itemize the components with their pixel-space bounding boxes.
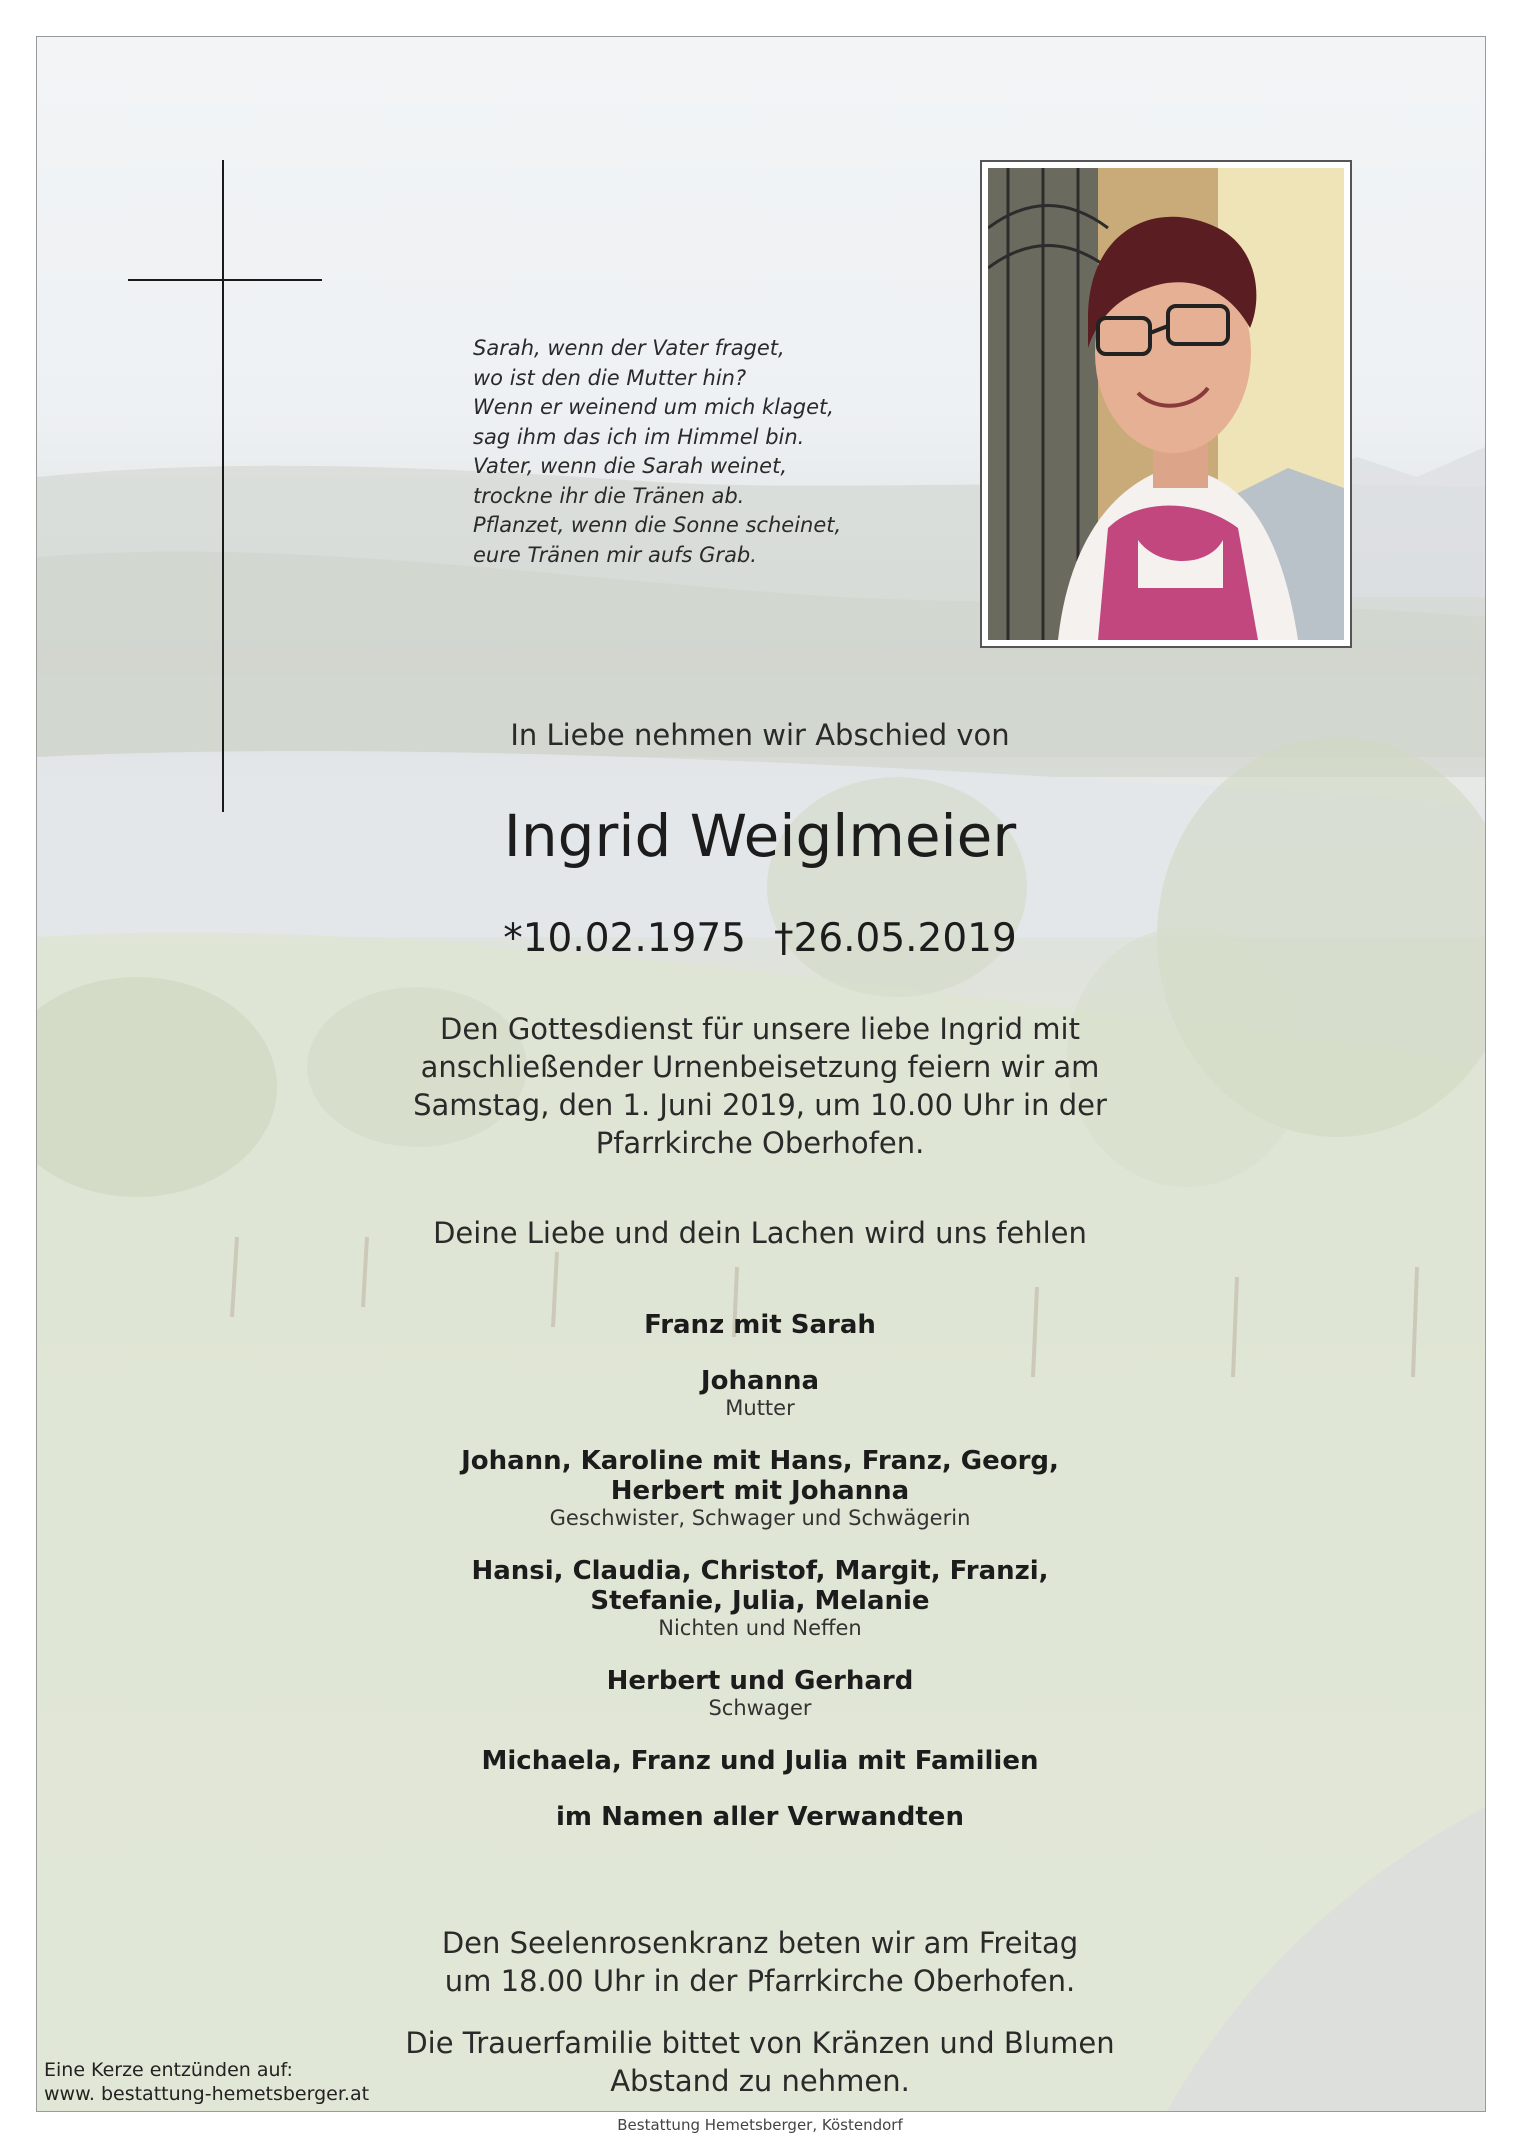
mourners-list [0,1310,1520,1858]
mourner-names: Hansi, Claudia, Christof, Margit, Franzi, [471,1556,1049,1586]
mourner-group [0,1666,1520,1720]
poem-line: Wenn er weinend um mich klaget, [473,395,834,419]
mourner-group [0,1802,1520,1832]
mourner-group [0,1366,1520,1420]
service-line: Den Gottesdienst für unsere liebe Ingrid mit [440,1012,1080,1046]
poem-line: Pflanzet, wenn die Sonne scheinet, [473,513,842,537]
candle-notice [44,2058,369,2106]
candle-link[interactable]: www. bestattung-hemetsberger.at [44,2083,370,2105]
mourner-names: im Namen aller Verwandten [556,1802,964,1832]
mourner-names: Michaela, Franz und Julia mit Familien [481,1746,1039,1776]
cross-vertical-bar [222,160,224,812]
birth-date: *10.02.1975 [503,916,746,961]
flowers-line: Die Trauerfamilie bittet von Kränzen und Blumen [405,2026,1115,2060]
mourner-relation: Schwager [708,1696,812,1720]
mourner-relation: Mutter [725,1396,795,1420]
mourner-names: Franz mit Sarah [644,1310,876,1340]
mourner-group [0,1446,1520,1530]
rosary-line: um 18.00 Uhr in der Pfarrkirche Oberhofen. [444,1964,1076,1998]
undertaker-footer: Bestattung Hemetsberger, Köstendorf [617,2116,903,2134]
mourner-group [0,1310,1520,1340]
mourner-group [0,1556,1520,1640]
poem-line: eure Tränen mir aufs Grab. [473,542,757,567]
flowers-line: Abstand zu nehmen. [610,2064,910,2098]
mourner-names: Herbert mit Johanna [610,1476,910,1506]
farewell-message: Deine Liebe und dein Lachen wird uns fehlen [433,1216,1087,1250]
mourner-names: Herbert und Gerhard [606,1666,914,1696]
portrait-image [988,168,1344,640]
mourner-relation: Nichten und Neffen [658,1616,862,1640]
farewell-intro: In Liebe nehmen wir Abschied von [510,718,1010,752]
poem-line: trockne ihr die Tränen ab. [473,483,745,508]
cross-horizontal-bar [128,279,322,281]
poem-line: Vater, wenn die Sarah weinet, [473,454,788,478]
poem-line: Sarah, wenn der Vater fraget, [473,336,785,360]
service-line: Samstag, den 1. Juni 2019, um 10.00 Uhr in der [413,1088,1107,1122]
death-date: †26.05.2019 [774,916,1017,961]
service-line: Pfarrkirche Oberhofen. [595,1126,925,1160]
poem [473,334,993,570]
rosary-line: Den Seelenrosenkranz beten wir am Freitag [441,1926,1079,1960]
mourner-names: Stefanie, Julia, Melanie [590,1586,930,1616]
mourner-group [0,1746,1520,1776]
life-dates [0,916,1520,961]
poem-line: wo ist den die Mutter hin? [473,365,747,390]
candle-label: Eine Kerze entzünden auf: [44,2059,293,2081]
mourner-relation: Geschwister, Schwager und Schwägerin [549,1506,971,1530]
mourner-names: Johanna [700,1366,820,1396]
poem-line: sag ihm das ich im Himmel bin. [473,424,805,449]
rosary-announcement [0,1924,1520,2000]
service-line: anschließender Urnenbeisetzung feiern wir am [420,1050,1100,1084]
service-announcement [0,1010,1520,1162]
portrait-photo [980,160,1352,648]
mourner-names: Johann, Karoline mit Hans, Franz, Georg, [461,1446,1059,1476]
deceased-name: Ingrid Weiglmeier [503,802,1017,870]
